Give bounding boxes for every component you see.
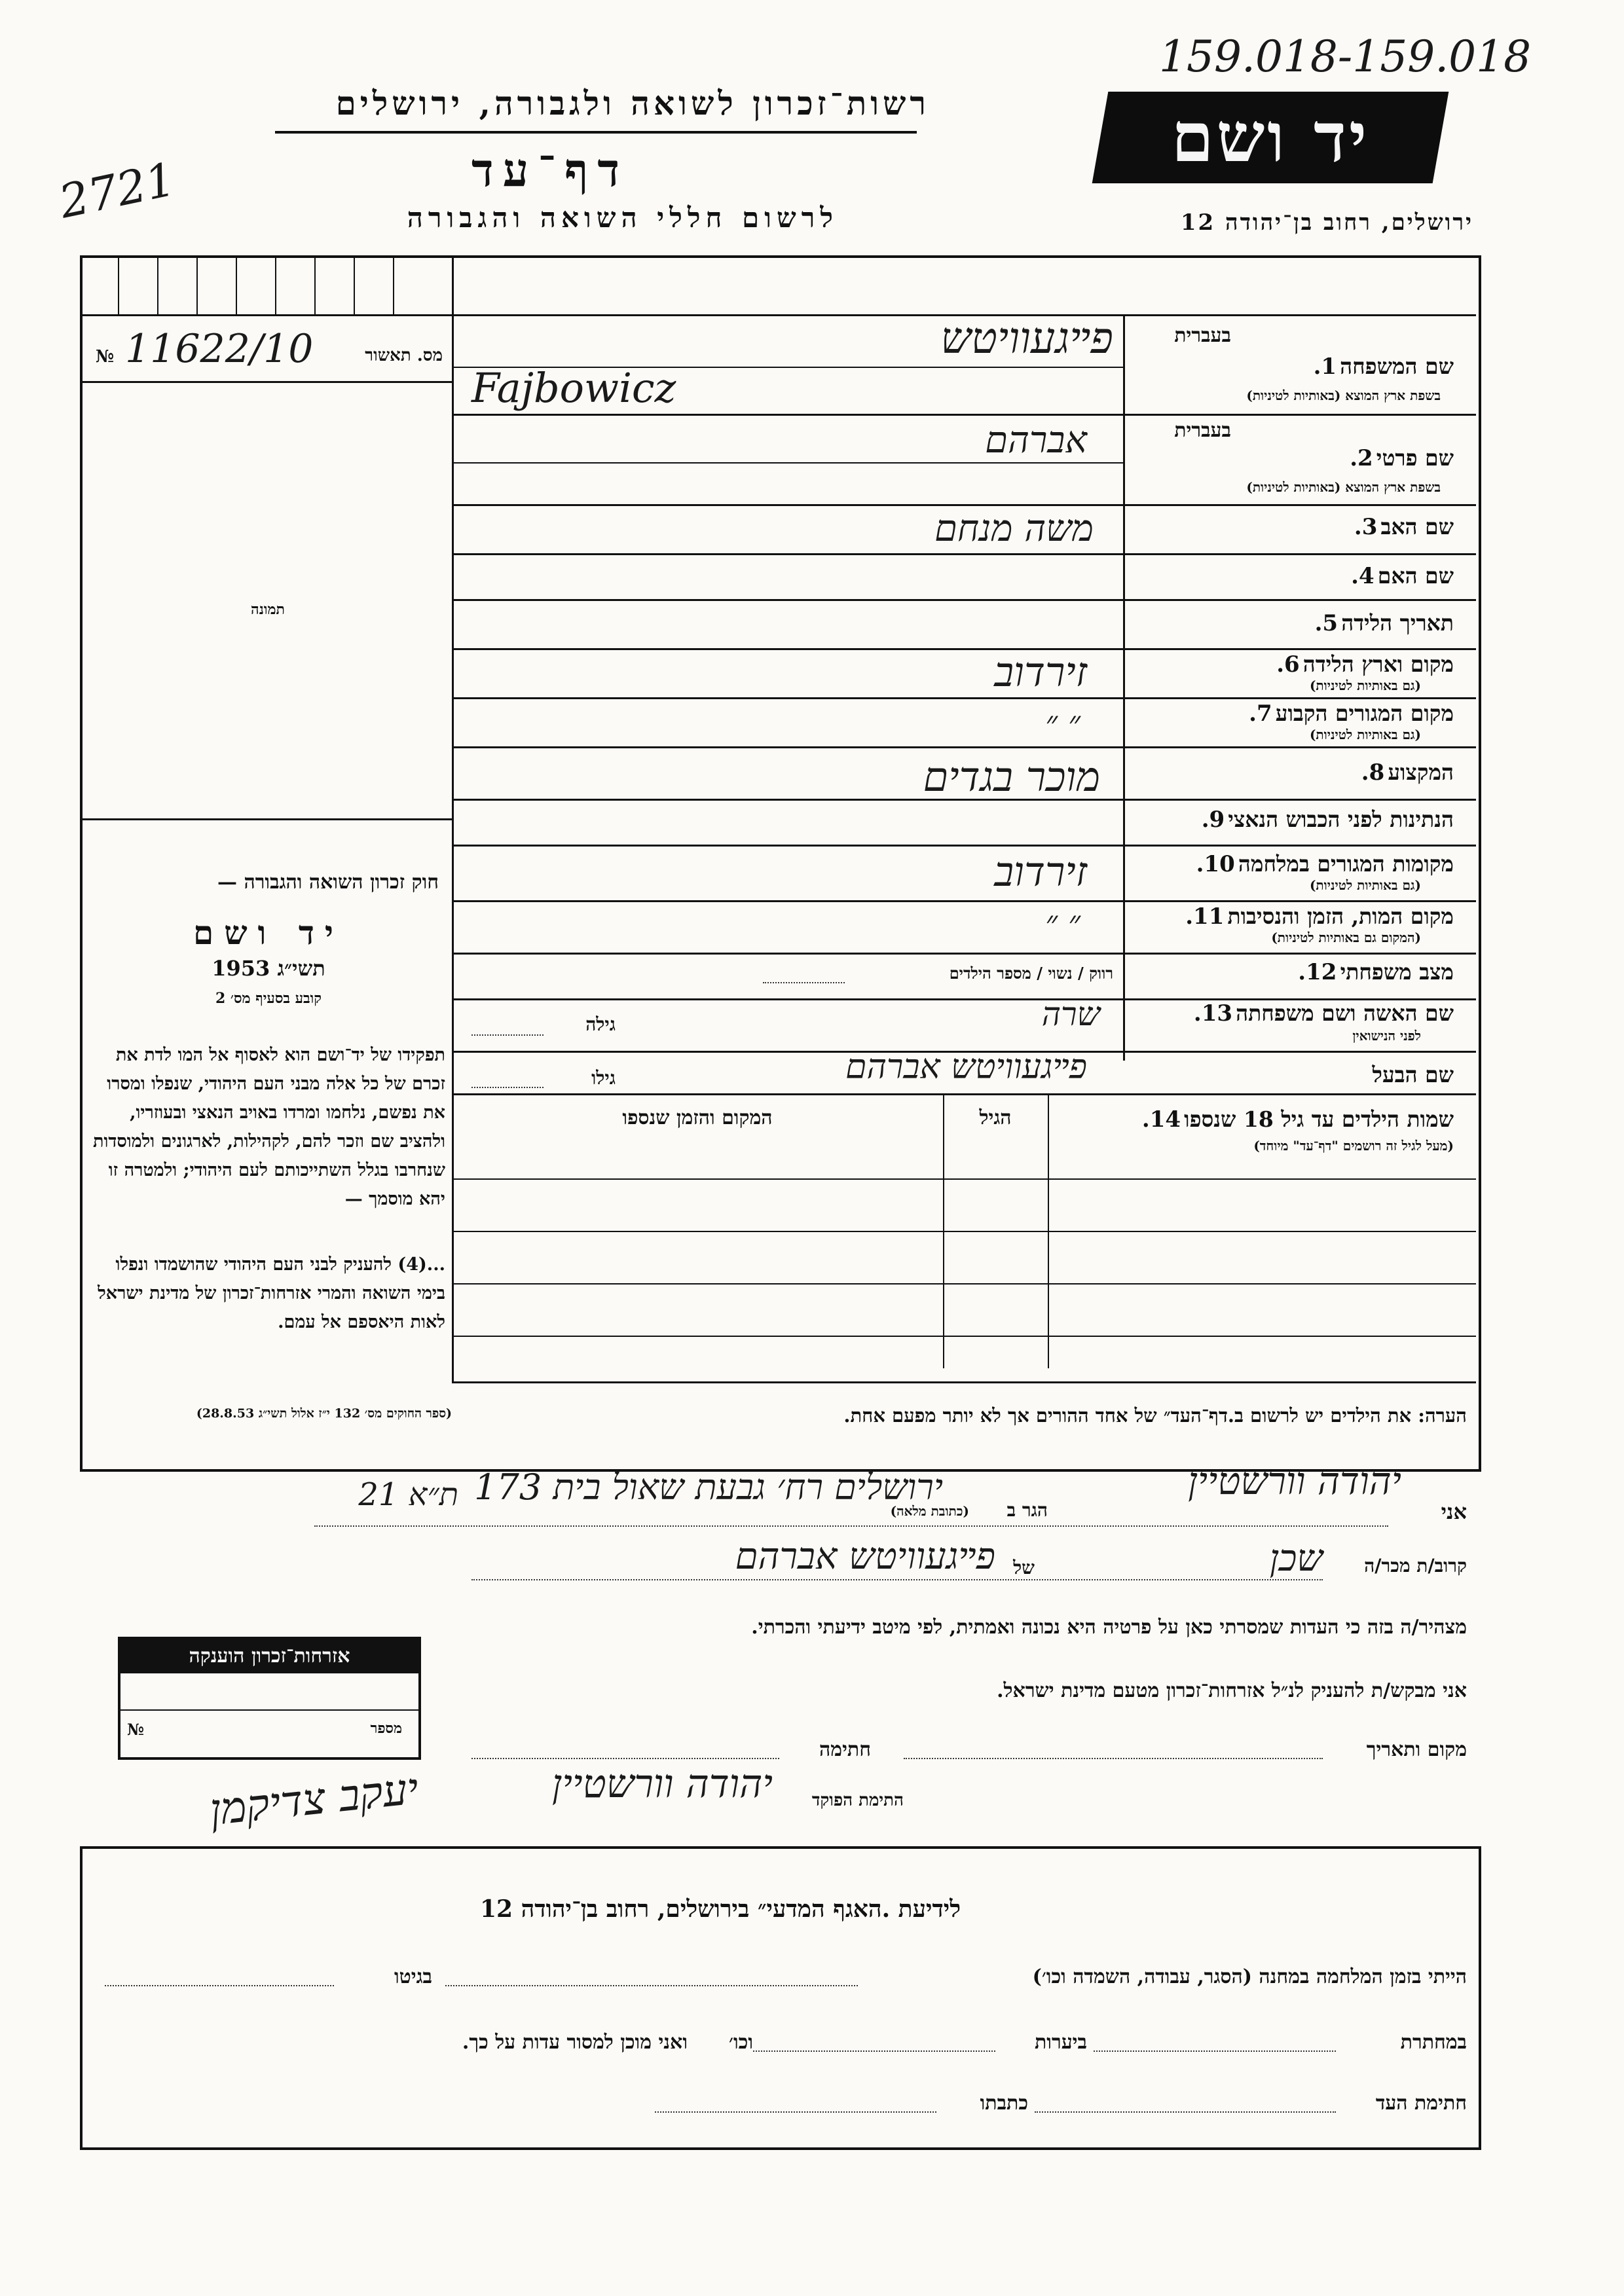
law-name: יד ושם — [193, 913, 344, 952]
children-place-header: המקום והזמן שנספו — [622, 1106, 773, 1129]
footer-title: לידיעת .האגף המדעי״ בירושלים, רחוב בן־יהודה 12 — [479, 1895, 961, 1923]
officer-signature: יהודה וורשטיין — [551, 1761, 773, 1807]
field-residence-label: מקום המגורים הקבוע 7. — [1249, 701, 1454, 727]
field-nationality-label: הנתינות לפני הכבוש הנאצי 9. — [1201, 807, 1454, 833]
wife-name-value: שרה — [1041, 995, 1100, 1033]
citizenship-granted-box: אזרחות־זכרון הוענקה № מספר — [118, 1637, 421, 1760]
field-mother-name-label: שם האם 4. — [1351, 563, 1454, 589]
declarant-address: ירושלים רח׳ גבעת שאול בית 173 — [474, 1467, 943, 1508]
reference-number: 159.018-159.018 — [1159, 31, 1532, 82]
law-text: תפקידו של יד־ושם הוא לאסוף אל המו לדת את זכרם של כל אלה מבני העם היהודי, שנפלו ומסרו את נפשם, נלחמו ומרדו באויב הנאצי ובעוזריו, ולהציב שם וזכר להם, לקהילות, לארגונים ולמוסדות שנחרבו בגלל השתייכותם לעם היהודי; ולמטרה זו יהא מוסמך — — [93, 1045, 445, 1209]
birth-place-value: זירדוב — [994, 648, 1087, 696]
field-death-place-label: מקום המות, הזמן והנסיבות 11. — [1185, 903, 1454, 930]
death-place-value: ״ ״ — [1045, 903, 1080, 941]
approval-number: 11622/10 — [125, 326, 314, 372]
form-subtitle: לרשום חללי השואה והגבורה — [407, 202, 838, 234]
marital-options: רווק / נשוי / מספר הילדים — [949, 964, 1113, 983]
profession-value: מוכר בגדים — [923, 753, 1100, 801]
field-birth-place-label: מקום וארץ הלידה 6. — [1276, 651, 1454, 678]
father-name-value: משה מנחם — [934, 507, 1094, 550]
wartime-residence-value: זירדוב — [994, 848, 1087, 896]
yad-vashem-logo: יד ושם — [1092, 92, 1449, 183]
footer-box — [80, 1846, 1481, 2150]
family-name-hebrew: פײגעוויטש — [940, 313, 1113, 363]
field-marital-status-label: מצב משפחתי 12. — [1298, 959, 1454, 985]
law-citation: (ספר החוקים מס׳ 132 י״ז אלול תשי״ג 28.8.53) — [196, 1406, 452, 1421]
declarant-relation: שכן — [1269, 1537, 1323, 1580]
family-name-latin: Fajbowicz — [471, 364, 676, 412]
address: ירושלים, רחוב בן־יהודה 12 — [1180, 210, 1473, 236]
citizenship-box-title: אזרחות־זכרון הוענקה — [120, 1639, 418, 1673]
declarant-name: יהודה וורשטיין — [1188, 1459, 1401, 1503]
declarant-city: ת״א 21 — [358, 1476, 458, 1513]
law-year: תשי״ג 1953 — [212, 956, 325, 981]
law-text-2: ...(4) להעניק לבני העם היהודי שהושמדו ונפלו בימי השואה והמרי אזרחות־זכרון של מדינת ישראל לאות היאספם אל עמם. — [98, 1254, 445, 1332]
field-family-name-label: שם המשפחה 1. — [1313, 354, 1454, 380]
request-text: אני מבקש/ת להעניק לנ״ל אזרחות־זכרון מטעם מדינת ישראל. — [997, 1679, 1467, 1702]
husband-name-value: פײגעוויטש אברהם — [845, 1048, 1087, 1087]
field-birth-date-label: תאריך הלידה 5. — [1314, 610, 1454, 636]
field-father-name-label: שם האב 3. — [1354, 514, 1454, 540]
field-children-label: שמות הילדים עד גיל 18 שנספו 14. — [1141, 1106, 1454, 1133]
residence-value: ״ ״ — [1045, 704, 1080, 742]
first-name-hebrew: אברהם — [985, 419, 1087, 462]
approval-number-row: № 11622/10 מס. תאשור — [96, 326, 443, 372]
law-title: חוק זכרון השואה והגבורה — — [217, 871, 439, 894]
witness-signature: יעקב צדיקמן — [207, 1763, 421, 1836]
law-clause: קובע בסעיף מס׳ 2 — [215, 990, 322, 1007]
declaration-text: מצהיר/ה בזה כי העדות שמסרתי כאן על פרטיה היא נכונה ואמתית, לפי מיטב ידיעתי והכרתי. — [751, 1616, 1467, 1639]
field-profession-label: המקצוע 8. — [1361, 759, 1454, 786]
field-wartime-residence-label: מקומות המגורים במלחמה 10. — [1196, 851, 1454, 877]
form-title: דף־עד — [471, 143, 629, 197]
organization-name: רשות־זכרון לשואה ולגבורה, ירושלים — [335, 84, 930, 122]
archive-stamp-number: 2721 — [54, 152, 180, 229]
children-age-header: הגיל — [979, 1106, 1012, 1129]
field-wife-name-label: שם האשה ושם משפחתה 13. — [1193, 1000, 1454, 1027]
declarant-of-value: פײגעוויטש אברהם — [735, 1535, 995, 1578]
field-first-name-label: שם פרטי 2. — [1350, 445, 1454, 471]
field-husband-name-label: שם הבעל — [1372, 1062, 1454, 1087]
photo-label: תמונה — [251, 601, 285, 618]
note: הערה: את הילדים יש לרשום ב.דף־העד״ של אחד ההורים אך לא יותר מפעם אחת. — [843, 1404, 1467, 1427]
